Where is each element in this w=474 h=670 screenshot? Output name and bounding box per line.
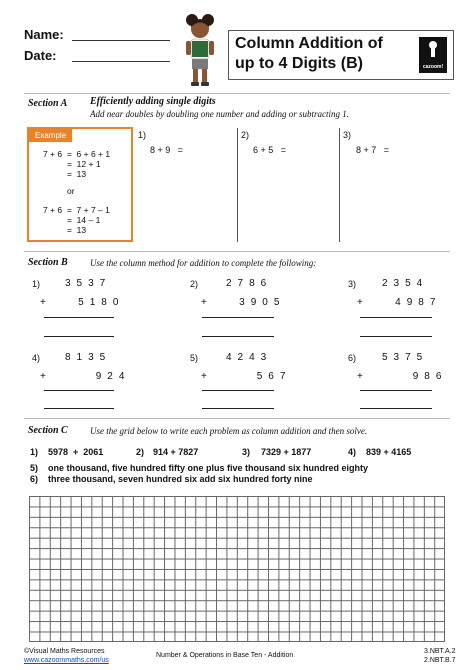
question-text: 6 + 5 =	[253, 145, 287, 155]
date-field[interactable]	[72, 61, 170, 62]
example-tab: Example	[29, 129, 72, 142]
addend-bottom: + 567	[201, 371, 292, 382]
divider	[24, 93, 450, 94]
addend-bottom: + 924	[40, 371, 131, 382]
example-line: = 13	[67, 169, 87, 179]
addend-top: 2354	[382, 278, 429, 289]
answer-line	[360, 408, 432, 409]
problem-number: 2)	[136, 447, 145, 457]
column-divider	[339, 128, 340, 242]
divider	[24, 251, 450, 252]
addend-top: 5375	[382, 352, 429, 363]
section-a-instruction: Add near doubles by doubling one number and adding or subtracting 1.	[90, 109, 349, 119]
section-c-label: Section C	[28, 425, 68, 436]
question-number: 6)	[348, 353, 357, 363]
addend-bottom: + 4987	[357, 297, 442, 308]
answer-line	[44, 390, 114, 391]
section-b-instruction: Use the column method for addition to complete the following:	[90, 258, 317, 268]
problem-number: 5)	[30, 463, 39, 473]
divider	[24, 418, 450, 419]
addend-top: 3537	[65, 278, 112, 289]
name-field[interactable]	[72, 40, 170, 41]
problem-text: 839 + 4165	[366, 447, 412, 457]
answer-line	[202, 317, 274, 318]
question-number: 2)	[241, 130, 250, 140]
question-text: 8 + 9 =	[150, 145, 184, 155]
example-line: = 12 + 1	[67, 159, 101, 169]
example-box	[27, 127, 133, 242]
standard-code: 2.NBT.B.7	[424, 657, 456, 664]
copyright-text: ©Visual Maths Resources	[24, 648, 105, 655]
standard-code: 3.NBT.A.2	[424, 648, 456, 655]
problem-text: 7329 + 1877	[261, 447, 312, 457]
question-number: 5)	[190, 353, 199, 363]
name-label: Name:	[24, 27, 64, 42]
problem-number: 4)	[348, 447, 357, 457]
addend-bottom: + 986	[357, 371, 448, 382]
page-title	[235, 34, 383, 74]
question-number: 1)	[32, 279, 41, 289]
question-number: 2)	[190, 279, 199, 289]
section-a-label: Section A	[28, 98, 68, 109]
example-line: or	[67, 186, 75, 196]
word-problem-text: one thousand, five hundred fifty one plus five thousand six hundred eighty	[48, 463, 369, 473]
answer-line	[360, 336, 432, 337]
problem-number: 1)	[30, 447, 39, 457]
section-b-label: Section B	[28, 257, 68, 268]
answer-line	[44, 408, 114, 409]
word-problem-text: three thousand, seven hundred six add six hundred forty nine	[48, 474, 313, 484]
topic-text: Number & Operations in Base Ten - Addition	[156, 652, 294, 659]
work-grid[interactable]	[29, 496, 445, 642]
answer-line	[44, 317, 114, 318]
answer-line	[202, 336, 274, 337]
addend-bottom: + 3905	[201, 297, 286, 308]
example-line: 7 + 6 = 7 + 7 – 1	[43, 205, 110, 215]
website-link[interactable]: www.cazoommaths.com/us	[24, 657, 109, 664]
question-number: 3)	[348, 279, 357, 289]
answer-line	[202, 390, 274, 391]
section-c-instruction: Use the grid below to write each problem as column addition and then solve.	[90, 426, 368, 436]
question-text: 8 + 7 =	[356, 145, 390, 155]
character-illustration	[178, 12, 222, 90]
answer-line	[360, 317, 432, 318]
column-divider	[237, 128, 238, 242]
answer-line	[360, 390, 432, 391]
example-line: = 14 – 1	[67, 215, 101, 225]
problem-text: 5978 + 2061	[48, 447, 104, 457]
title-line-1: Column Addition of	[235, 35, 383, 52]
title-line-2: up to 4 Digits (B)	[235, 55, 363, 72]
problem-number: 3)	[242, 447, 251, 457]
answer-line	[202, 408, 274, 409]
addend-bottom: + 5180	[40, 297, 125, 308]
addend-top: 4243	[226, 352, 273, 363]
date-label: Date:	[24, 48, 57, 63]
section-a-title: Efficiently adding single digits	[90, 96, 216, 107]
cazoom-logo-icon	[419, 37, 447, 73]
example-line: = 13	[67, 225, 87, 235]
example-line: 7 + 6 = 6 + 6 + 1	[43, 149, 111, 159]
title-box	[228, 30, 454, 80]
answer-line	[44, 336, 114, 337]
addend-top: 8135	[65, 352, 112, 363]
problem-number: 6)	[30, 474, 39, 484]
logo-text: cazoom!	[422, 64, 444, 70]
question-number: 4)	[32, 353, 41, 363]
question-number: 3)	[343, 130, 352, 140]
problem-text: 914 + 7827	[153, 447, 199, 457]
addend-top: 2786	[226, 278, 273, 289]
question-number: 1)	[138, 130, 147, 140]
